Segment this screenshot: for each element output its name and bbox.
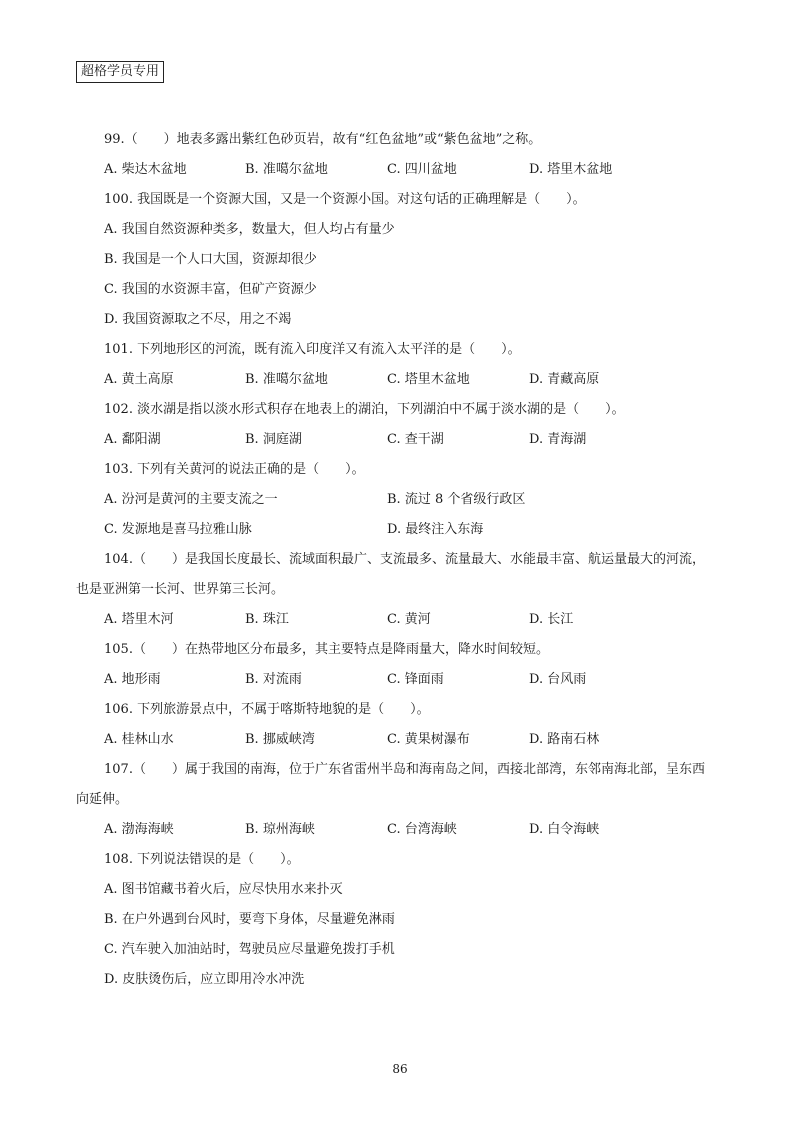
question-107-options [104, 821, 724, 839]
question-100-stem: 100. 我国既是一个资源大国，又是一个资源小国。对这句话的正确理解是（ ）。 [104, 192, 586, 207]
question-103-stem: 103. 下列有关黄河的说法正确的是（ ）。 [104, 462, 365, 477]
question-105-option-d: D. 台风雨 [529, 672, 587, 687]
question-106-options [104, 731, 724, 749]
question-99-option-a: A. 柴达木盆地 [104, 162, 187, 177]
question-103-option-d: D. 最终注入东海 [387, 522, 484, 537]
question-105-stem: 105.（ ）在热带地区分布最多，其主要特点是降雨量大，降水时间较短。 [104, 642, 549, 657]
question-107-option-c: C. 台湾海峡 [387, 822, 457, 837]
question-108-option-b: B. 在户外遇到台风时，要弯下身体，尽量避免淋雨 [104, 912, 395, 927]
question-106-option-d: D. 路南石林 [529, 732, 600, 747]
question-104-stem: 104.（ ）是我国长度最长、流域面积最广、支流最多、流量最大、水能最丰富、航运量最大的河流， [104, 552, 705, 567]
question-102-option-a: A. 鄱阳湖 [104, 432, 161, 447]
question-99-option-d: D. 塔里木盆地 [529, 162, 613, 177]
question-103-options-row2 [104, 521, 724, 539]
question-106-stem: 106. 下列旅游景点中，不属于喀斯特地貌的是（ ）。 [104, 702, 430, 717]
question-104-stem-continued: 也是亚洲第一长河、世界第三长河。 [76, 582, 285, 597]
question-104-option-c: C. 黄河 [387, 612, 431, 627]
question-104-option-b: B. 珠江 [245, 612, 289, 627]
question-104-option-d: D. 长江 [529, 612, 574, 627]
question-99-option-c: C. 四川盆地 [387, 162, 457, 177]
question-104-option-a: A. 塔里木河 [104, 612, 174, 627]
question-99-option-b: B. 准噶尔盆地 [245, 162, 328, 177]
question-104-options [104, 611, 724, 629]
question-100-option-c: C. 我国的水资源丰富，但矿产资源少 [104, 282, 317, 297]
question-101-option-a: A. 黄土高原 [104, 372, 174, 387]
question-105-option-c: C. 锋面雨 [387, 672, 444, 687]
question-101-options [104, 371, 724, 389]
question-105-option-b: B. 对流雨 [245, 672, 302, 687]
question-100-option-b: B. 我国是一个人口大国，资源却很少 [104, 252, 317, 267]
question-100-option-d: D. 我国资源取之不尽，用之不竭 [104, 312, 292, 327]
question-102-option-b: B. 洞庭湖 [245, 432, 302, 447]
question-105-options [104, 671, 724, 689]
question-99-options [104, 161, 724, 179]
question-101-stem: 101. 下列地形区的河流，既有流入印度洋又有流入太平洋的是（ ）。 [104, 342, 521, 357]
question-99-stem: 99.（ ）地表多露出紫红色砂页岩，故有“红色盆地”或“紫色盆地”之称。 [104, 132, 542, 147]
question-105-option-a: A. 地形雨 [104, 672, 161, 687]
question-108-option-c: C. 汽车驶入加油站时，驾驶员应尽量避免拨打手机 [104, 942, 395, 957]
question-103-option-c: C. 发源地是喜马拉雅山脉 [104, 522, 252, 537]
question-103-option-b: B. 流过 8 个省级行政区 [387, 492, 526, 507]
header-tag: 超格学员专用 [76, 61, 164, 83]
question-103-options-row1 [104, 491, 724, 509]
question-100-option-a: A. 我国自然资源种类多，数量大，但人均占有量少 [104, 222, 395, 237]
question-106-option-a: A. 桂林山水 [104, 732, 174, 747]
question-102-option-d: D. 青海湖 [529, 432, 587, 447]
question-101-option-b: B. 准噶尔盆地 [245, 372, 328, 387]
question-107-option-b: B. 琼州海峡 [245, 822, 315, 837]
question-102-stem: 102. 淡水湖是指以淡水形式积存在地表上的湖泊，下列湖泊中不属于淡水湖的是（ ）。 [104, 402, 625, 417]
question-107-stem: 107.（ ）属于我国的南海，位于广东省雷州半岛和海南岛之间，西接北部湾，东邻南海北部，呈东西 [104, 762, 705, 777]
question-108-option-d: D. 皮肤烫伤后，应立即用冷水冲洗 [104, 972, 305, 987]
question-107-option-a: A. 渤海海峡 [104, 822, 174, 837]
question-107-option-d: D. 白令海峡 [529, 822, 600, 837]
question-106-option-b: B. 挪威峡湾 [245, 732, 315, 747]
question-106-option-c: C. 黄果树瀑布 [387, 732, 470, 747]
question-103-option-a: A. 汾河是黄河的主要支流之一 [104, 492, 278, 507]
question-108-option-a: A. 图书馆藏书着火后，应尽快用水来扑灭 [104, 882, 343, 897]
question-101-option-c: C. 塔里木盆地 [387, 372, 470, 387]
question-102-options [104, 431, 724, 449]
question-108-stem: 108. 下列说法错误的是（ ）。 [104, 852, 300, 867]
question-107-stem-continued: 向延伸。 [76, 792, 129, 807]
question-102-option-c: C. 查干湖 [387, 432, 444, 447]
page-number: 86 [392, 1062, 408, 1076]
question-101-option-d: D. 青藏高原 [529, 372, 600, 387]
